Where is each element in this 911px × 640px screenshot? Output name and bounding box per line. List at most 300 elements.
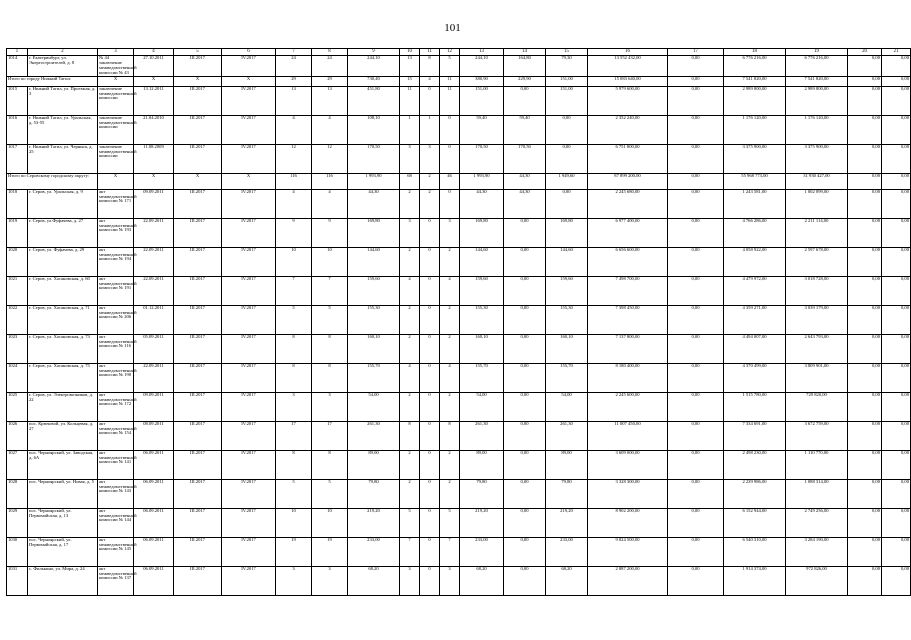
doc-prefix: № 44	[99, 55, 110, 60]
subtotal-c10: 15	[400, 76, 420, 86]
cell-c21: 0,00	[882, 363, 911, 392]
cell-c5: III.2017	[174, 363, 222, 392]
cell-num: 1029	[7, 508, 28, 537]
subtotal-label: Итого по Серовскому городскому округу:	[7, 173, 98, 189]
cell-c5: III.2017	[174, 508, 222, 537]
cell-c7: 4	[276, 189, 312, 218]
table-row	[7, 566, 911, 595]
cell-c20: 0,00	[848, 421, 882, 450]
cell-c6: IV.2017	[222, 334, 276, 363]
cell-c17: 0,00	[668, 86, 724, 115]
cell-doc: акт межведомственной комиссии № 190	[98, 363, 134, 392]
cell-num: 1021	[7, 276, 28, 305]
subtotal-c5: Х	[174, 173, 222, 189]
cell-num: 1027	[7, 450, 28, 479]
cell-c6: IV.2017	[222, 86, 276, 115]
subtotal-c21: 0,00	[882, 173, 911, 189]
cell-doc: акт межведомственной комиссии № 193	[98, 218, 134, 247]
table-row	[7, 392, 911, 421]
cell-c14: 0,00	[504, 537, 546, 566]
cell-c21: 0,00	[882, 566, 911, 595]
cell-c15: 0,00	[546, 189, 588, 218]
cell-c8: 5	[312, 305, 348, 334]
cell-c5: III.2017	[174, 218, 222, 247]
table-body	[7, 49, 911, 596]
subtotal-c11: 2	[420, 173, 440, 189]
cell-c21: 0,00	[882, 56, 911, 77]
cell-c17: 0,00	[668, 189, 724, 218]
cell-doc: акт межведомственной комиссии № 116	[98, 334, 134, 363]
table-row	[7, 305, 911, 334]
cell-c5: III.2017	[174, 305, 222, 334]
cell-c15: 169,80	[546, 218, 588, 247]
cell-c14: 0,00	[504, 218, 546, 247]
cell-c8: 10	[312, 508, 348, 537]
cell-c11: 2	[420, 189, 440, 218]
cell-date: 22.09.2011	[134, 218, 174, 247]
cell-addr: г. Серов, ул.Фуфачева, д. 27	[28, 218, 98, 247]
cell-c18: 1 176 120,00	[724, 115, 786, 144]
cell-c17: 0,00	[668, 115, 724, 144]
cell-c15: 151,00	[546, 86, 588, 115]
subtotal-c10: 68	[400, 173, 420, 189]
cell-c16: 9 824 500,00	[588, 537, 668, 566]
header-cell: 16	[588, 49, 668, 56]
cell-c11: 0	[420, 392, 440, 421]
cell-c12: 4	[440, 276, 460, 305]
header-cell: 9	[348, 49, 400, 56]
cell-c14: 44,30	[504, 189, 546, 218]
cell-c16: 2 352 240,00	[588, 115, 668, 144]
cell-c19: 3 284 190,00	[786, 537, 848, 566]
cell-num: 1017	[7, 144, 28, 173]
subtotal-c11: 4	[420, 76, 440, 86]
cell-c8: 17	[312, 421, 348, 450]
cell-c9: 159,60	[348, 276, 400, 305]
cell-c7: 10	[276, 247, 312, 276]
cell-c7: 12	[276, 144, 312, 173]
cell-c20: 0,00	[848, 189, 882, 218]
cell-c17: 0,00	[668, 218, 724, 247]
cell-c9: 54,00	[348, 392, 400, 421]
cell-c19: 729 820,00	[786, 392, 848, 421]
housing-program-table	[6, 48, 911, 596]
cell-c11: 0	[420, 450, 440, 479]
cell-c8: 4	[312, 115, 348, 144]
subtotal-c14: 44,30	[504, 173, 546, 189]
cell-doc: акт межведомственной комиссии № 206	[98, 305, 134, 334]
cell-c9: 155,30	[348, 305, 400, 334]
cell-c13: 54,00	[460, 392, 504, 421]
subtotal-c12: 46	[440, 173, 460, 189]
cell-c14: 0,00	[504, 479, 546, 508]
cell-c14: 0,00	[504, 421, 546, 450]
cell-c8: 4	[312, 189, 348, 218]
cell-c16: 2 245 600,00	[588, 392, 668, 421]
cell-c16: 11 007 450,00	[588, 421, 668, 450]
cell-c19: 1 176 120,00	[786, 115, 848, 144]
cell-addr: г. Нижний Тагил, ул. Черныш, д. 25	[28, 144, 98, 173]
cell-c17: 0,00	[668, 537, 724, 566]
cell-c15: 144,60	[546, 247, 588, 276]
cell-c9: 451,80	[348, 86, 400, 115]
cell-c19: 6 776 216,00	[786, 56, 848, 77]
cell-num: 1030	[7, 537, 28, 566]
cell-c8: 8	[312, 450, 348, 479]
cell-c16: 13 552 432,00	[588, 56, 668, 77]
header-cell: 13	[460, 49, 504, 56]
header-cell: 10	[400, 49, 420, 56]
cell-doc: акт межведомственной комиссии № 171	[98, 189, 134, 218]
cell-c18: 7 334 691,00	[724, 421, 786, 450]
cell-c13: 169,80	[460, 218, 504, 247]
cell-c5: III.2017	[174, 479, 222, 508]
subtotal-c19: 7 541 820,00	[786, 76, 848, 86]
cell-c15: 89,00	[546, 450, 588, 479]
cell-c6: IV.2017	[222, 305, 276, 334]
cell-c5: III.2017	[174, 566, 222, 595]
cell-c18: 4 494 007,00	[724, 334, 786, 363]
cell-c21: 0,00	[882, 421, 911, 450]
cell-c17: 0,00	[668, 392, 724, 421]
header-cell: 11	[420, 49, 440, 56]
cell-c5: III.2017	[174, 247, 222, 276]
cell-c21: 0,00	[882, 144, 911, 173]
cell-c5: III.2017	[174, 392, 222, 421]
cell-c20: 0,00	[848, 508, 882, 537]
cell-date: 22.09.2011	[134, 247, 174, 276]
cell-num: 1020	[7, 247, 28, 276]
cell-c11: 0	[420, 508, 440, 537]
cell-c9: 68,20	[348, 566, 400, 595]
cell-c17: 0,00	[668, 566, 724, 595]
cell-c5: III.2017	[174, 86, 222, 115]
cell-addr: с. Филькино, ул. Мира, д. 24	[28, 566, 98, 595]
cell-c6: IV.2017	[222, 144, 276, 173]
cell-date: 05.09.2011	[134, 334, 174, 363]
cell-num: 1031	[7, 566, 28, 595]
cell-c13: 219,20	[460, 508, 504, 537]
cell-doc: акт межведомственной комиссии № 194	[98, 247, 134, 276]
cell-c20: 0,00	[848, 86, 882, 115]
cell-c15: 79,30	[546, 56, 588, 77]
cell-c10: 7	[400, 537, 420, 566]
cell-c20: 0,00	[848, 305, 882, 334]
cell-c17: 0,00	[668, 450, 724, 479]
cell-c21: 0,00	[882, 276, 911, 305]
cell-c14: 0,00	[504, 450, 546, 479]
cell-c5: III.2017	[174, 334, 222, 363]
cell-date: 06.09.2011	[134, 479, 174, 508]
subtotal-c18: 7 541 820,00	[724, 76, 786, 86]
cell-c11: 0	[420, 537, 440, 566]
cell-c10: 4	[400, 363, 420, 392]
cell-addr: пос. Черноярский, ул. Первомайская, д. 17	[28, 537, 98, 566]
cell-c9: 169,80	[348, 218, 400, 247]
cell-c19: 972 826,00	[786, 566, 848, 595]
cell-date: 21.04.2010	[134, 115, 174, 144]
cell-c13: 144,60	[460, 247, 504, 276]
header-cell: 18	[724, 49, 786, 56]
cell-c18: 4 359 271,00	[724, 305, 786, 334]
cell-c13: 68,20	[460, 566, 504, 595]
cell-c17: 0,00	[668, 363, 724, 392]
cell-c12: 5	[440, 508, 460, 537]
cell-c12: 0	[440, 144, 460, 173]
cell-date: 22.09.2011	[134, 363, 174, 392]
cell-c19: 3 018 728,00	[786, 276, 848, 305]
table-row	[7, 334, 911, 363]
cell-c14: 0,00	[504, 334, 546, 363]
cell-c18: 4 766 286,00	[724, 218, 786, 247]
cell-c21: 0,00	[882, 508, 911, 537]
cell-c19: 1 002 099,00	[786, 189, 848, 218]
cell-c19: 2 749 256,00	[786, 508, 848, 537]
doc-text: заключение межведомственной комиссии № 43	[99, 59, 137, 75]
cell-c8: 3	[312, 392, 348, 421]
cell-c10: 1	[400, 115, 420, 144]
cell-addr: г. Нижний Тагил, ул. Проезжая, д. 3	[28, 86, 98, 115]
cell-doc: акт межведомственной комиссии № 172	[98, 392, 134, 421]
cell-date: 01.12.2011	[134, 305, 174, 334]
cell-c11: 0	[420, 566, 440, 595]
subtotal-c7: 29	[276, 76, 312, 86]
cell-c18: 3 375 900,00	[724, 144, 786, 173]
cell-c12: 2	[440, 450, 460, 479]
cell-c11: 8	[420, 56, 440, 77]
cell-addr: г. Серов, ул. Уральская, д. 9	[28, 189, 98, 218]
cell-c16: 2 887 200,00	[588, 566, 668, 595]
cell-c15: 0,00	[546, 144, 588, 173]
cell-c18: 1 515 780,00	[724, 392, 786, 421]
cell-c14: 0,00	[504, 566, 546, 595]
cell-c6: IV.2017	[222, 566, 276, 595]
cell-c8: 24	[312, 56, 348, 77]
cell-doc: заключение межведомственной комиссии	[98, 86, 134, 115]
cell-c7: 9	[276, 218, 312, 247]
cell-c21: 0,00	[882, 247, 911, 276]
cell-c9: 170,50	[348, 144, 400, 173]
cell-c15: 219,20	[546, 508, 588, 537]
cell-c5: III.2017	[174, 276, 222, 305]
subtotal-c17: 0,00	[668, 76, 724, 86]
cell-c19: 3 375 900,00	[786, 144, 848, 173]
cell-c14: 0,00	[504, 276, 546, 305]
cell-c19: 2 643 793,00	[786, 334, 848, 363]
cell-c10: 2	[400, 189, 420, 218]
cell-c21: 0,00	[882, 537, 911, 566]
cell-c10: 3	[400, 218, 420, 247]
cell-c9: 89,00	[348, 450, 400, 479]
cell-c17: 0,00	[668, 276, 724, 305]
cell-c5: III.2017	[174, 115, 222, 144]
cell-date: 06.09.2011	[134, 537, 174, 566]
cell-c21: 0,00	[882, 115, 911, 144]
table-row	[7, 86, 911, 115]
header-cell: 19	[786, 49, 848, 56]
cell-c10: 2	[400, 450, 420, 479]
cell-doc: акт межведомственной комиссии № 191	[98, 276, 134, 305]
cell-c19: 2 211 114,00	[786, 218, 848, 247]
subtotal-c21: 0,00	[882, 76, 911, 86]
subtotal-label: Итого по городу Нижний Тагил:	[7, 76, 98, 86]
cell-c6: IV.2017	[222, 479, 276, 508]
cell-num: 1026	[7, 421, 28, 450]
subtotal-c20: 0,00	[848, 76, 882, 86]
cell-c12: 0	[440, 189, 460, 218]
cell-c21: 0,00	[882, 189, 911, 218]
cell-c8: 13	[312, 86, 348, 115]
cell-c14: 0,00	[504, 86, 546, 115]
cell-c21: 0,00	[882, 392, 911, 421]
cell-c20: 0,00	[848, 144, 882, 173]
cell-c12: 2	[440, 305, 460, 334]
cell-c16: 3 328 300,00	[588, 479, 668, 508]
cell-c20: 0,00	[848, 392, 882, 421]
cell-addr: г. Серов, ул. Электровозников, д. 22	[28, 392, 98, 421]
cell-c8: 12	[312, 144, 348, 173]
cell-c12: 0	[440, 115, 460, 144]
cell-c8: 8	[312, 363, 348, 392]
cell-num: 1028	[7, 479, 28, 508]
cell-c12: 3	[440, 566, 460, 595]
cell-c15: 159,60	[546, 276, 588, 305]
cell-c6: IV.2017	[222, 189, 276, 218]
subtotal-c7: 116	[276, 173, 312, 189]
cell-c9: 44,30	[348, 189, 400, 218]
header-cell: 3	[98, 49, 134, 56]
cell-c5: III.2017	[174, 144, 222, 173]
cell-c21: 0,00	[882, 218, 911, 247]
cell-c15: 68,20	[546, 566, 588, 595]
subtotal-c16: 87 899 200,00	[588, 173, 668, 189]
cell-c8: 9	[312, 218, 348, 247]
cell-c16: 6 656 600,00	[588, 247, 668, 276]
table-row	[7, 56, 911, 77]
cell-c21: 0,00	[882, 479, 911, 508]
cell-c20: 0,00	[848, 247, 882, 276]
cell-c16: 2 245 680,00	[588, 189, 668, 218]
cell-c15: 233,00	[546, 537, 588, 566]
cell-c11: 0	[420, 479, 440, 508]
cell-c18: 4 370 499,00	[724, 363, 786, 392]
subtotal-c20: 0,00	[848, 173, 882, 189]
header-cell: 21	[882, 49, 911, 56]
cell-c10: 8	[400, 421, 420, 450]
cell-addr: г. Серов, ул. Хасановская, д. 75	[28, 363, 98, 392]
cell-c13: 155,30	[460, 305, 504, 334]
cell-c9: 233,00	[348, 537, 400, 566]
cell-c15: 261,30	[546, 421, 588, 450]
cell-c18: 1 914 374,00	[724, 566, 786, 595]
cell-doc: заключение межведомственной комиссии	[98, 144, 134, 173]
cell-c6: IV.2017	[222, 276, 276, 305]
cell-c19: 3 672 759,00	[786, 421, 848, 450]
cell-doc: акт межведомственной комиссии № 144	[98, 508, 134, 537]
cell-c10: 2	[400, 392, 420, 421]
cell-c7: 10	[276, 508, 312, 537]
cell-c7: 3	[276, 392, 312, 421]
subtotal-c15: 151,00	[546, 76, 588, 86]
cell-c9: 108,10	[348, 115, 400, 144]
table-row	[7, 508, 911, 537]
cell-c7: 24	[276, 56, 312, 77]
cell-c18: 4 479 972,00	[724, 276, 786, 305]
cell-c14: 0,00	[504, 305, 546, 334]
cell-c13: 44,30	[460, 189, 504, 218]
cell-c20: 0,00	[848, 115, 882, 144]
cell-c10: 11	[400, 86, 420, 115]
cell-c10: 2	[400, 334, 420, 363]
subtotal-row	[7, 173, 911, 189]
cell-c13: 233,00	[460, 537, 504, 566]
cell-c10: 4	[400, 276, 420, 305]
cell-c18: 2 989 800,00	[724, 86, 786, 115]
cell-addr: г. Серов, ул. Хасановская, д. 60	[28, 276, 98, 305]
cell-c6: IV.2017	[222, 218, 276, 247]
cell-c8: 10	[312, 247, 348, 276]
table-row	[7, 115, 911, 144]
cell-doc: акт межведомственной комиссии № 145	[98, 537, 134, 566]
header-cell: 20	[848, 49, 882, 56]
cell-c16: 8 902 200,00	[588, 508, 668, 537]
table-row	[7, 247, 911, 276]
cell-c12: 4	[440, 363, 460, 392]
cell-c16: 6 751 800,00	[588, 144, 668, 173]
cell-c12: 2	[440, 392, 460, 421]
cell-c12: 11	[440, 86, 460, 115]
cell-c5: III.2017	[174, 189, 222, 218]
cell-c7: 5	[276, 305, 312, 334]
header-cell: 5	[174, 49, 222, 56]
subtotal-c15: 1 949,60	[546, 173, 588, 189]
cell-c9: 261,30	[348, 421, 400, 450]
subtotal-c8: 29	[312, 76, 348, 86]
cell-c17: 0,00	[668, 305, 724, 334]
cell-c21: 0,00	[882, 305, 911, 334]
header-cell: 14	[504, 49, 546, 56]
cell-addr: г. Екатеринбург, ул. Энергостроителей, д. 8	[28, 56, 98, 77]
cell-c12: 2	[440, 247, 460, 276]
cell-c13: 160,10	[460, 334, 504, 363]
subtotal-c4: Х	[134, 173, 174, 189]
subtotal-c13: 1 993,90	[460, 173, 504, 189]
table-row	[7, 450, 911, 479]
cell-c19: 3 039 179,00	[786, 305, 848, 334]
cell-c19: 3 809 901,00	[786, 363, 848, 392]
cell-c6: IV.2017	[222, 247, 276, 276]
cell-c14: 164,80	[504, 56, 546, 77]
cell-c20: 0,00	[848, 450, 882, 479]
cell-c15: 155,70	[546, 363, 588, 392]
cell-date: 06.09.2011	[134, 450, 174, 479]
cell-c7: 5	[276, 479, 312, 508]
cell-c17: 0,00	[668, 421, 724, 450]
cell-date: 06.09.2011	[134, 566, 174, 595]
cell-c7: 17	[276, 421, 312, 450]
cell-c16: 3 609 000,00	[588, 450, 668, 479]
subtotal-c8: 116	[312, 173, 348, 189]
cell-doc: акт межведомственной комиссии № 137	[98, 566, 134, 595]
table-row	[7, 363, 911, 392]
cell-c6: IV.2017	[222, 537, 276, 566]
page-number: 101	[444, 22, 461, 34]
subtotal-c3: Х	[98, 173, 134, 189]
cell-c12: 8	[440, 421, 460, 450]
cell-c5: III.2017	[174, 450, 222, 479]
cell-c12: 7	[440, 537, 460, 566]
cell-c10: 2	[400, 247, 420, 276]
